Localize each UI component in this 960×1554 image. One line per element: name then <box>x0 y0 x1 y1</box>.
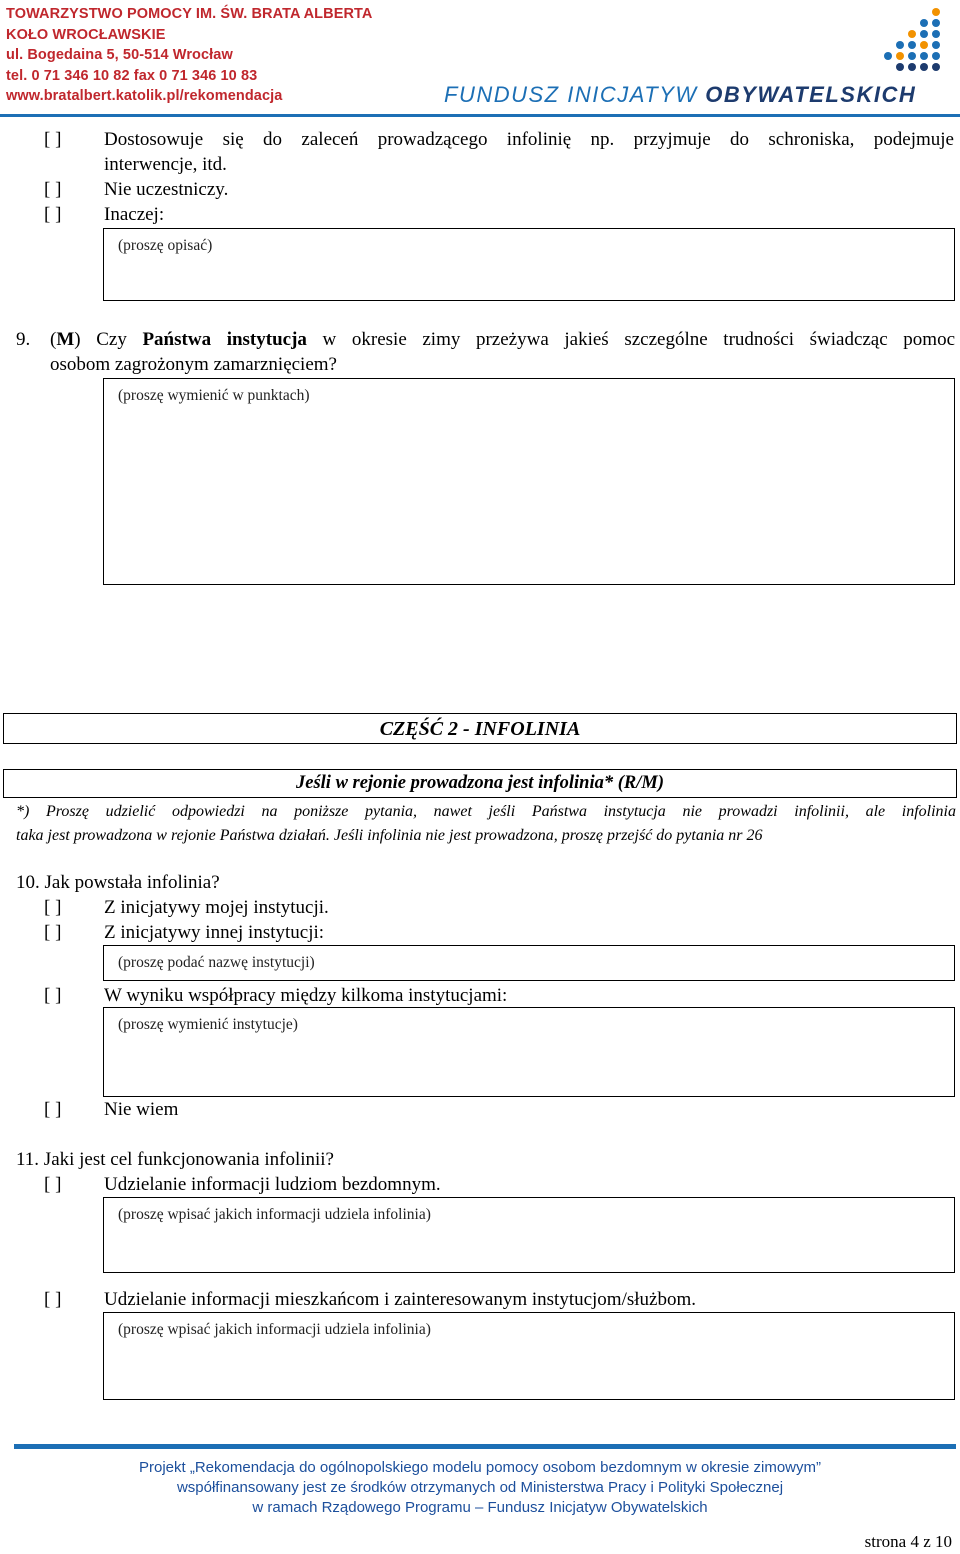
q8-other-answer-box[interactable] <box>103 228 955 301</box>
q9-text-b: w okresie zimy przeżywa jakieś szczególne trudności świadcząc pomoc <box>306 329 956 350</box>
q10-option-2-label: Z inicjatywy innej instytucji: <box>104 922 325 943</box>
q11-homeless-info-box[interactable] <box>103 1197 955 1273</box>
q10-institutions-box[interactable] <box>103 1007 955 1097</box>
q11-option-1-bracket[interactable]: [ ] <box>44 1174 62 1195</box>
q10-multi-hint: (proszę wymienić instytucje) <box>118 1016 298 1033</box>
q8-option-1-label-line1: Dostosowuje się do zaleceń prowadzącego infolinię np. przyjmuje do schroniska, podejmuje <box>104 129 954 150</box>
part2-subtitle: Jeśli w rejonie prowadzona jest infolinia* (R/M) <box>296 773 664 793</box>
organization-header <box>6 4 436 107</box>
q9-text-a: ) Czy <box>74 329 143 350</box>
q9-emphasis: Państwa instytucja <box>142 329 307 350</box>
q9-number: 9. <box>16 329 31 350</box>
q10-option-4-label: Nie wiem <box>104 1099 179 1120</box>
org-branch: KOŁO WROCŁAWSKIE <box>6 26 166 43</box>
part2-title-bar <box>3 713 957 744</box>
part2-note-line2: taka jest prowadzona w rejonie Państwa działań. Jeśli infolinia nie jest prowadzona, proszę przejść do pytania nr 26 <box>16 827 763 844</box>
q9-question-line2: osobom zagrożonym zamarznięciem? <box>50 354 337 375</box>
q9-hint: (proszę wymienić w punktach) <box>118 387 310 404</box>
q11-option-2-bracket[interactable]: [ ] <box>44 1289 62 1310</box>
footer-project-line: Projekt „Rekomendacja do ogólnopolskiego modelu pomocy osobom bezdomnym w okresie zimowym” <box>139 1459 821 1476</box>
org-name: TOWARZYSTWO POMOCY IM. ŚW. BRATA ALBERTA <box>6 6 373 22</box>
part2-note-line1: *) Proszę udzielić odpowiedzi na poniższe pytania, nawet jeśli Państwa instytucja nie prowadzi infolinii, ale infolinia <box>16 803 956 820</box>
footer-funding-line: współfinansowany jest ze środków otrzymanych od Ministerstwa Pracy i Polityki Społecznej <box>176 1479 784 1496</box>
page-number: strona 4 z 10 <box>864 1532 952 1551</box>
fio-logo-text <box>444 80 950 110</box>
q10-option-4-bracket[interactable]: [ ] <box>44 1099 62 1120</box>
q10-other-institution-box[interactable] <box>103 945 955 981</box>
q10-title: 10. Jak powstała infolinia? <box>16 872 220 893</box>
q8-other-hint: (proszę opisać) <box>118 237 213 254</box>
part2-subtitle-bar <box>3 769 957 798</box>
q9-paren-open: ( <box>50 329 57 350</box>
q10-other-hint: (proszę podać nazwę instytucji) <box>118 954 315 971</box>
q11-residents-info-box[interactable] <box>103 1312 955 1400</box>
fio-logo-text-part2: OBYWATELSKICH <box>705 82 917 107</box>
q11-hint-1: (proszę wpisać jakich informacji udziela infolinia) <box>118 1206 431 1223</box>
q9-mode: M <box>56 329 75 350</box>
header-divider <box>0 114 960 117</box>
q11-option-1-label: Udzielanie informacji ludziom bezdomnym. <box>104 1174 441 1195</box>
q10-option-3-bracket[interactable]: [ ] <box>44 985 62 1006</box>
fio-logo-text-part1: FUNDUSZ INICJATYW <box>444 82 698 107</box>
q10-option-1-bracket[interactable]: [ ] <box>44 897 62 918</box>
q8-option-1-bracket[interactable]: [ ] <box>44 129 62 150</box>
org-website[interactable]: www.bratalbert.katolik.pl/rekomendacja <box>6 88 283 104</box>
footer-divider <box>14 1444 956 1449</box>
q8-option-3-label: Inaczej: <box>104 204 165 225</box>
q11-title: 11. Jaki jest cel funkcjonowania infolinii? <box>16 1149 334 1170</box>
fio-logo-dots-icon <box>878 6 948 80</box>
q11-hint-2: (proszę wpisać jakich informacji udziela infolinia) <box>118 1321 431 1338</box>
q10-option-3-label: W wyniku współpracy między kilkoma instytucjami: <box>104 985 508 1006</box>
q8-option-2-label: Nie uczestniczy. <box>104 179 229 200</box>
q9-answer-box[interactable] <box>103 378 955 585</box>
q10-option-2-bracket[interactable]: [ ] <box>44 922 62 943</box>
q11-option-2-label: Udzielanie informacji mieszkańcom i zainteresowanym instytucjom/służbom. <box>104 1289 696 1310</box>
q8-option-2-bracket[interactable]: [ ] <box>44 179 62 200</box>
footer-program-line: w ramach Rządowego Programu – Fundusz Inicjatyw Obywatelskich <box>252 1499 708 1516</box>
org-phone: tel. 0 71 346 10 82 fax 0 71 346 10 83 <box>6 67 258 84</box>
q8-option-3-bracket[interactable]: [ ] <box>44 204 62 225</box>
q10-option-1-label: Z inicjatywy mojej instytucji. <box>104 897 329 918</box>
part2-title: CZĘŚĆ 2 - INFOLINIA <box>379 718 581 740</box>
q8-option-1-label-line2: interwencje, itd. <box>104 154 227 175</box>
org-address: ul. Bogedaina 5, 50-514 Wrocław <box>6 47 233 63</box>
q9-question-line1 <box>50 327 955 352</box>
